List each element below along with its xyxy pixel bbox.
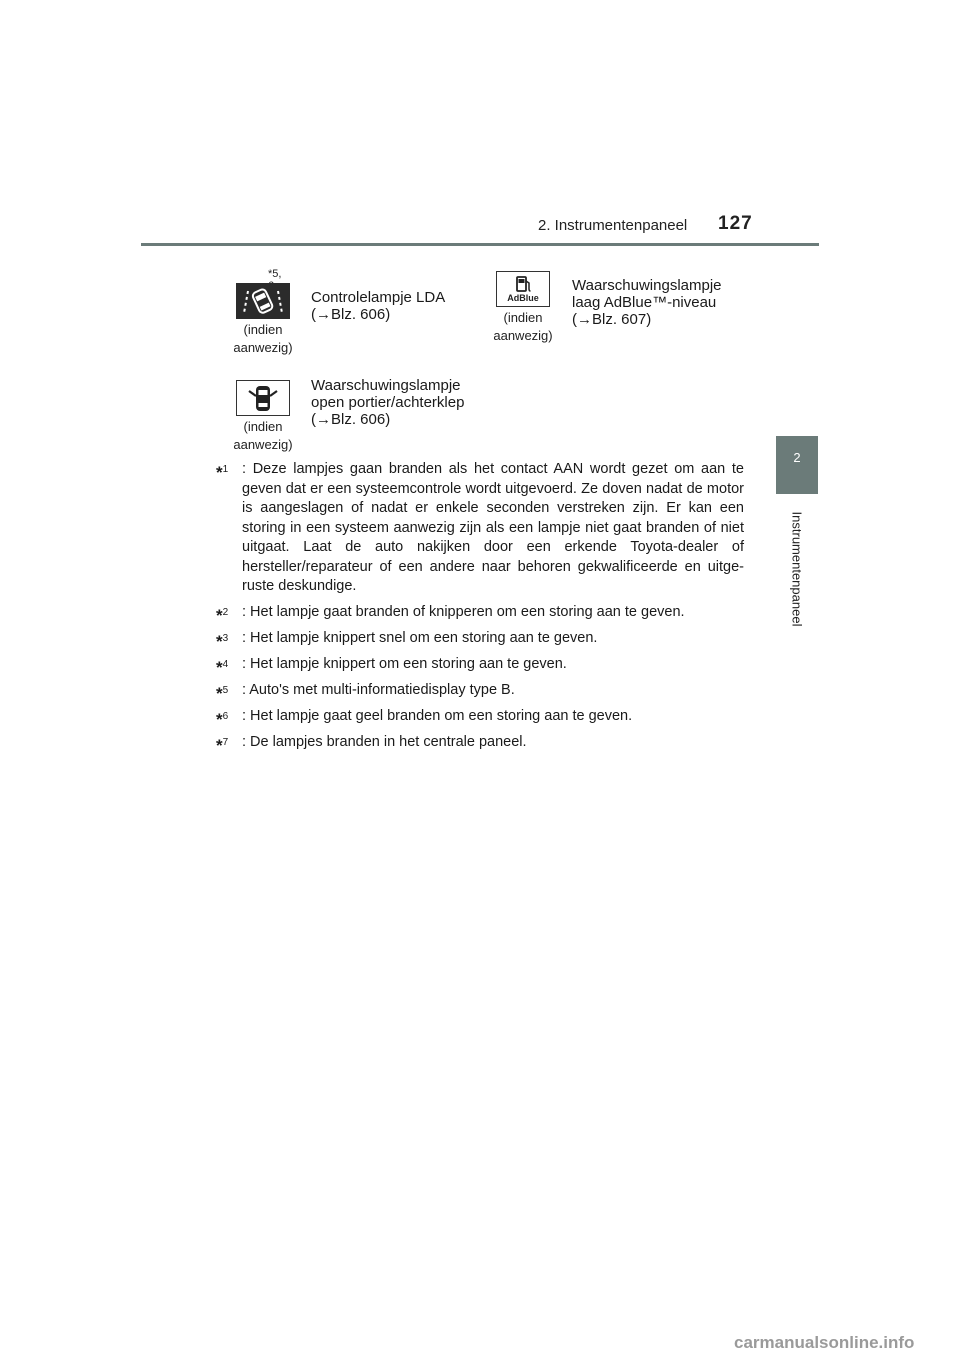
open-door-car-icon — [236, 380, 290, 416]
availability-note: (indien aanwezig) — [233, 322, 293, 355]
chapter-tab[interactable] — [776, 436, 818, 494]
chapter-tab-label — [776, 500, 818, 638]
availability-note: (indien aanwezig) — [233, 419, 293, 452]
footnotes — [216, 460, 744, 759]
footnote-ref: *5, — [268, 268, 282, 280]
footnote-text: : Het lampje gaat geel branden om een storing aan te geven. — [242, 708, 633, 724]
adblue-fuel-icon — [496, 271, 550, 307]
footnote-item: *$^7$ : De lampjes branden in het centrale paneel. — [216, 734, 527, 755]
light-description: Waarschuwingslampje open portier/achterklep (→Blz. 606) — [311, 377, 465, 428]
footnote-item: *$^6$ : Het lampje gaat geel branden om een storing aan te geven. — [216, 708, 633, 729]
light-description: Waarschuwingslampje laag AdBlue™-niveau (→Blz. 607) — [572, 277, 722, 328]
lane-departure-alert-icon — [236, 283, 290, 319]
page-number: 127 — [718, 213, 753, 234]
footnote-item: *$^1$ : Deze lampjes gaan branden als het contact AAN wordt gezet om aan te geven dat er een systeemcontrole wordt uitgevoerd. Ze doven nadat de motor is aangeslagen of nadat er enkele seconden verstreken zijn. Er kan een storing in een systeem aanwezig zijn als een lampje niet gaat branden of niet uitgaat. Laat de auto nakijken door een erkende Toyota-dealer of hersteller/reparateur of een andere naar behoren gekwalificeerde en uitge-ruste deskundige. — [216, 461, 744, 594]
light-description: Controlelampje LDA (→Blz. 606) — [311, 289, 446, 323]
footnote-text: : Het lampje knippert snel om een storing aan te geven. — [242, 630, 598, 646]
footnote-text: : Auto's met multi-informatiedisplay type B. — [242, 682, 515, 698]
chapter-tab-number: 2 — [793, 450, 801, 465]
footnote-text: : De lampjes branden in het centrale paneel. — [242, 734, 527, 750]
footnote-text: : Het lampje gaat branden of knipperen om een storing aan te geven. — [242, 604, 685, 620]
section-title: 2. Instrumentenpaneel — [538, 217, 688, 234]
watermark[interactable]: carmanualsonline.info — [734, 1333, 915, 1352]
footnote-text: : Deze lampjes gaan branden als het contact AAN wordt gezet om aan te geven dat er een systeemcontrole wordt uitgevoerd. Ze doven nadat de motor is aangeslagen of nadat er enkele seconden verstreken zijn. Er kan een storing in een systeem aanwezig zijn als een lampje niet gaat branden of niet uitgaat. Laat de auto nakijken door een erkende Toyota-dealer of hersteller/reparateur of een andere naar behoren gekwalificeerde en uitge-ruste deskundige. — [242, 461, 744, 594]
footnote-item: *$^2$ : Het lampje gaat branden of knipperen om een storing aan te geven. — [216, 604, 685, 625]
adblue-icon-text: AdBlue — [507, 293, 539, 303]
footnote-item: *$^4$ : Het lampje knippert om een storing aan te geven. — [216, 656, 567, 677]
footnote-text: : Het lampje knippert om een storing aan te geven. — [242, 656, 567, 672]
footnote-item: *$^3$ : Het lampje knippert snel om een storing aan te geven. — [216, 630, 598, 651]
header-rule — [141, 243, 819, 246]
footnote-item: *$^5$ : Auto's met multi-informatiedisplay type B. — [216, 682, 515, 703]
chapter-label-text: Instrumentenpaneel — [789, 511, 805, 627]
availability-note: (indien aanwezig) — [493, 310, 553, 343]
